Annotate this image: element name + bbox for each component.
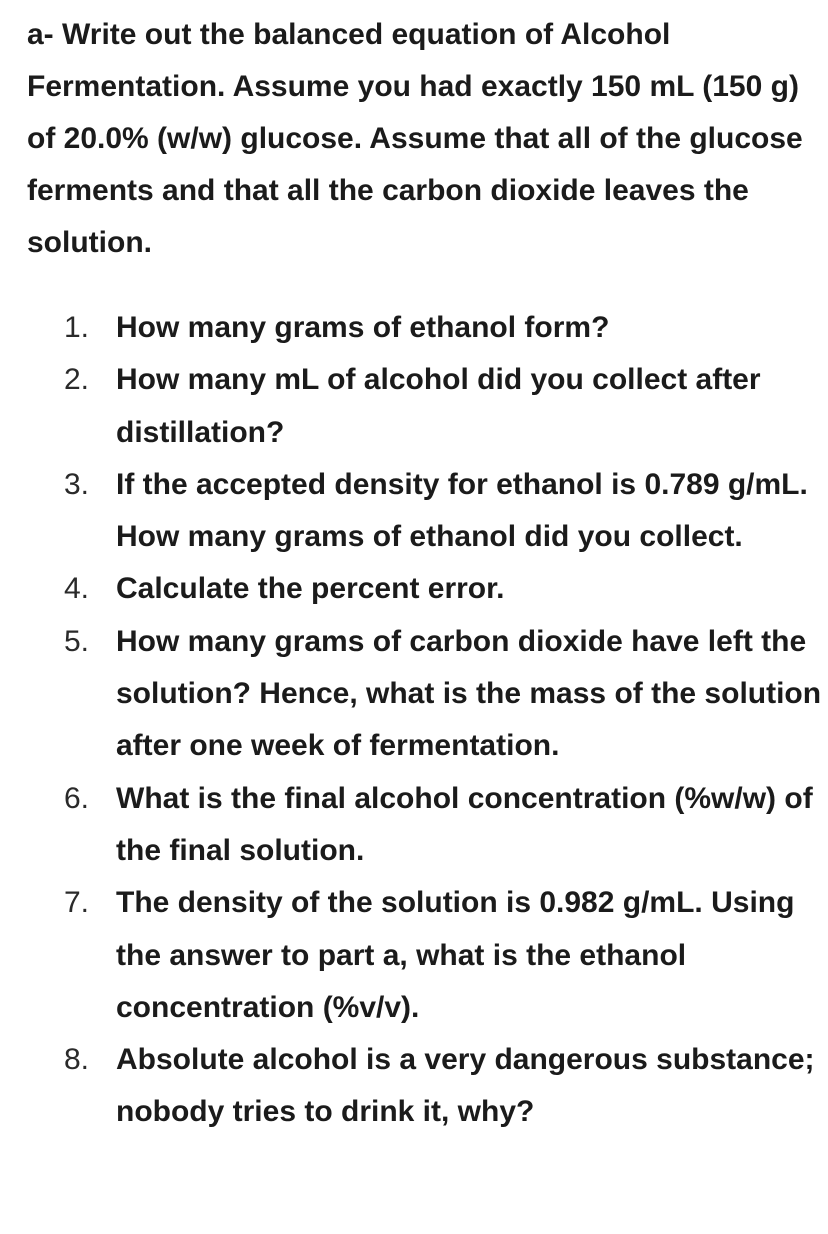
question-item [64,773,824,878]
question-text: If the accepted density for ethanol is 0.789 g/mL. How many grams of ethanol did you collect. [116,467,808,554]
question-number: 8. [64,1043,90,1077]
question-text: How many grams of ethanol form? [116,311,610,344]
question-number: 3. [64,467,90,501]
question-number: 6. [64,781,90,815]
question-number: 2. [64,363,90,397]
question-item [64,302,824,354]
question-item [64,354,824,459]
question-number: 4. [64,572,90,606]
question-item [64,563,824,615]
question-number: 7. [64,886,90,920]
intro-paragraph: a- Write out the balanced equation of Alcohol Fermentation. Assume you had exactly 150 mL (150 g) of 20.0% (w/w) glucose. Assume that all of the glucose ferments and that all the carbon dioxide leaves the solution. [27,18,803,259]
question-text: How many grams of carbon dioxide have left the solution? Hence, what is the mass of the solution after one week of fermentation. [116,624,822,763]
question-item [64,616,824,773]
question-number: 1. [64,311,90,344]
question-list [64,302,824,1139]
question-item [64,1034,824,1139]
question-text: The density of the solution is 0.982 g/mL. Using the answer to part a, what is the ethanol concentration (%v/v). [116,886,795,1024]
question-item [64,459,824,564]
question-item [64,877,824,1034]
question-text: What is the final alcohol concentration (%w/w) of the final solution. [116,781,813,867]
question-text: Calculate the percent error. [116,572,505,606]
question-text: Absolute alcohol is a very dangerous substance; nobody tries to drink it, why? [116,1043,815,1129]
question-number: 5. [64,624,90,658]
question-text: How many mL of alcohol did you collect after distillation? [116,363,761,449]
